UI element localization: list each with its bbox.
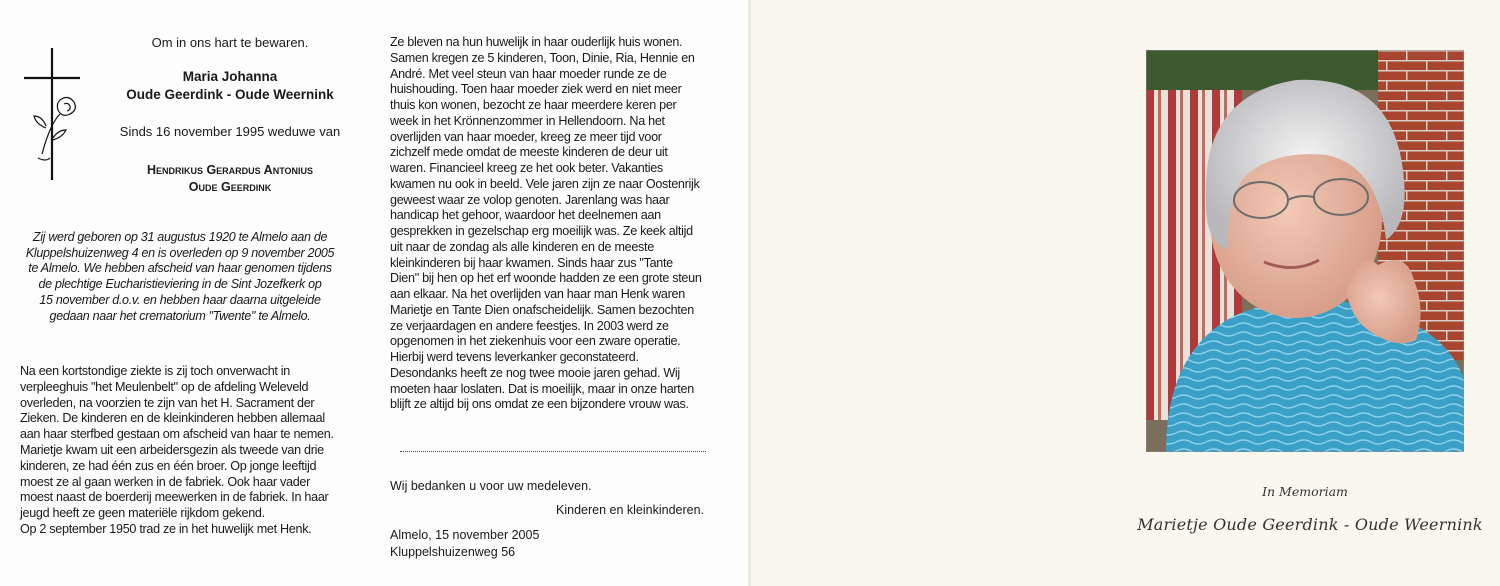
dotted-divider (400, 451, 706, 452)
text-line: Zij werd geboren op 31 augustus 1920 te Almelo aan de (32, 230, 328, 244)
text-line: kwamen nu ook in beeld. Vele jaren zijn ze naar Oostenrijk (390, 176, 700, 191)
spouse-name-line1: Hendrikus Gerardus Antonius (146, 163, 314, 177)
text-line: moest naast de boerderij meewerken in de fabriek. In haar (20, 490, 329, 505)
text-line: kleinkinderen bij haar kwamen. Sinds haar zus "Tante (390, 255, 673, 270)
text-line: kinderen, ze had één zus en één broer. Op jonge leeftijd (20, 458, 317, 473)
text-line: zichzelf mede omdat de meeste kinderen de deur uit (390, 145, 668, 160)
text-line: Samen kregen ze 5 kinderen, Toon, Dinie, Ria, Hennie en (390, 50, 695, 65)
text-line: Desondanks heeft ze nog twee mooie jaren gehad. Wij (390, 365, 680, 380)
text-line: gesprekken in gezelschap erg moeilijk was. Ze keek altijd (390, 224, 693, 238)
place-date-line: Almelo, 15 november 2005 (390, 528, 540, 542)
text-line: waren. Financieel kreeg ze het ook beter. Vakanties (390, 161, 663, 175)
text-line: overlijden van haar moeder, kreeg ze meer tijd voor (390, 129, 662, 144)
text-line: thuis kon wonen, bezocht ze haar meerdere keren per (390, 98, 677, 112)
text-line: Na een kortstondige ziekte is zij toch onverwacht in (20, 364, 291, 378)
text-line: Zieken. De kinderen en de kleinkinderen hebben allemaal (20, 411, 325, 426)
address-line: Kluppelshuizenweg 56 (390, 545, 516, 559)
memorial-name: Marietje Oude Geerdink - Oude Weernink (1137, 515, 1483, 534)
middle-page (376, 0, 748, 586)
cross-with-rose-icon (24, 48, 80, 180)
portrait-photo (1146, 50, 1464, 452)
text-line: de plechtige Eucharistieviering in de Sint Jozefkerk op (38, 277, 322, 292)
motto: Om in ons hart te bewaren. (151, 35, 309, 50)
text-line: overleden, na voorzien te zijn van het H. Sacrament der (20, 395, 315, 410)
text-line: jeugd heeft ze geen materiële rijkdom gekend. (20, 506, 265, 521)
text-line: Hierbij werd tevens leverkanker geconstateerd. (390, 350, 639, 364)
deceased-name-line1: Maria Johanna (182, 69, 278, 84)
spouse-name-line2: Oude Geerdink (188, 180, 272, 194)
signature-line: Kinderen en kleinkinderen. (556, 503, 705, 517)
text-line: Marietje en Tante Dien onafscheidelijk. Samen bezochten (390, 302, 694, 317)
portrait-illustration (1146, 50, 1464, 452)
text-line: Dien" bij hen op het erf woonde hadden ze een grote steun (390, 271, 702, 286)
text-line: gedaan naar het crematorium "Twente" te Almelo. (49, 308, 311, 323)
text-line: verpleeghuis "het Meulenbelt" op de afdeling Weleveld (20, 379, 309, 394)
text-line: opgenomen in het ziekenhuis voor een zware operatie. (390, 334, 681, 349)
in-memoriam-heading: In Memoriam (1262, 484, 1348, 499)
biography-middle (390, 35, 725, 413)
text-line: Kluppelshuizenweg 4 en is overleden op 9 november 2005 (25, 245, 335, 260)
fold-line (748, 0, 751, 586)
text-line: geweest waar ze volop genoten. Jarenlang was haar (390, 192, 670, 207)
text-line: te Almelo. We hebben afscheid van haar genomen tijdens (28, 261, 332, 276)
text-line: Marietje kwam uit een arbeidersgezin als tweede van drie (20, 442, 324, 457)
thanks-line: Wij bedanken u voor uw medeleven. (390, 479, 592, 493)
text-line: handicap het gehoor, waardoor het deelnemen aan (390, 208, 661, 223)
text-line: Ze bleven na hun huwelijk in haar ouderlijk huis wonen. (390, 35, 683, 49)
text-line: week in het Krönnenzommer in Hellendoorn. Na het (390, 113, 665, 128)
text-line: ze verjaardagen en andere feestjes. In 2003 werd ze (390, 318, 669, 333)
widow-line: Sinds 16 november 1995 weduwe van (119, 124, 341, 139)
deceased-name-line2: Oude Geerdink - Oude Weernink (126, 87, 334, 102)
text-line: blijft ze altijd bij ons omdat ze een bijzondere vrouw was. (390, 397, 689, 412)
text-line: 15 november d.o.v. en hebben haar daarna uitgeleide (39, 292, 321, 307)
text-line: aan elkaar. Na het overlijden van haar man Henk waren (390, 287, 685, 301)
text-line: huishouding. Toen haar moeder ziek werd en niet meer (390, 82, 682, 97)
biography-left (20, 364, 358, 538)
text-line: uit naar de zondag als alle kinderen en de meeste (390, 239, 654, 254)
birth-death-paragraph (12, 230, 348, 324)
left-page (0, 0, 376, 586)
text-line: moeten haar loslaten. Dat is moeilijk, maar in onze harten (390, 381, 694, 396)
text-line: aan haar sterfbed gestaan om afscheid van haar te nemen. (20, 427, 334, 442)
text-line: moest ze al gaan werken in de fabriek. Ook haar vader (20, 474, 311, 489)
text-line: André. Met veel steun van haar moeder runde ze de (390, 66, 667, 81)
front-cover (748, 0, 1500, 586)
text-line: Op 2 september 1950 trad ze in het huwelijk met Henk. (20, 521, 312, 536)
